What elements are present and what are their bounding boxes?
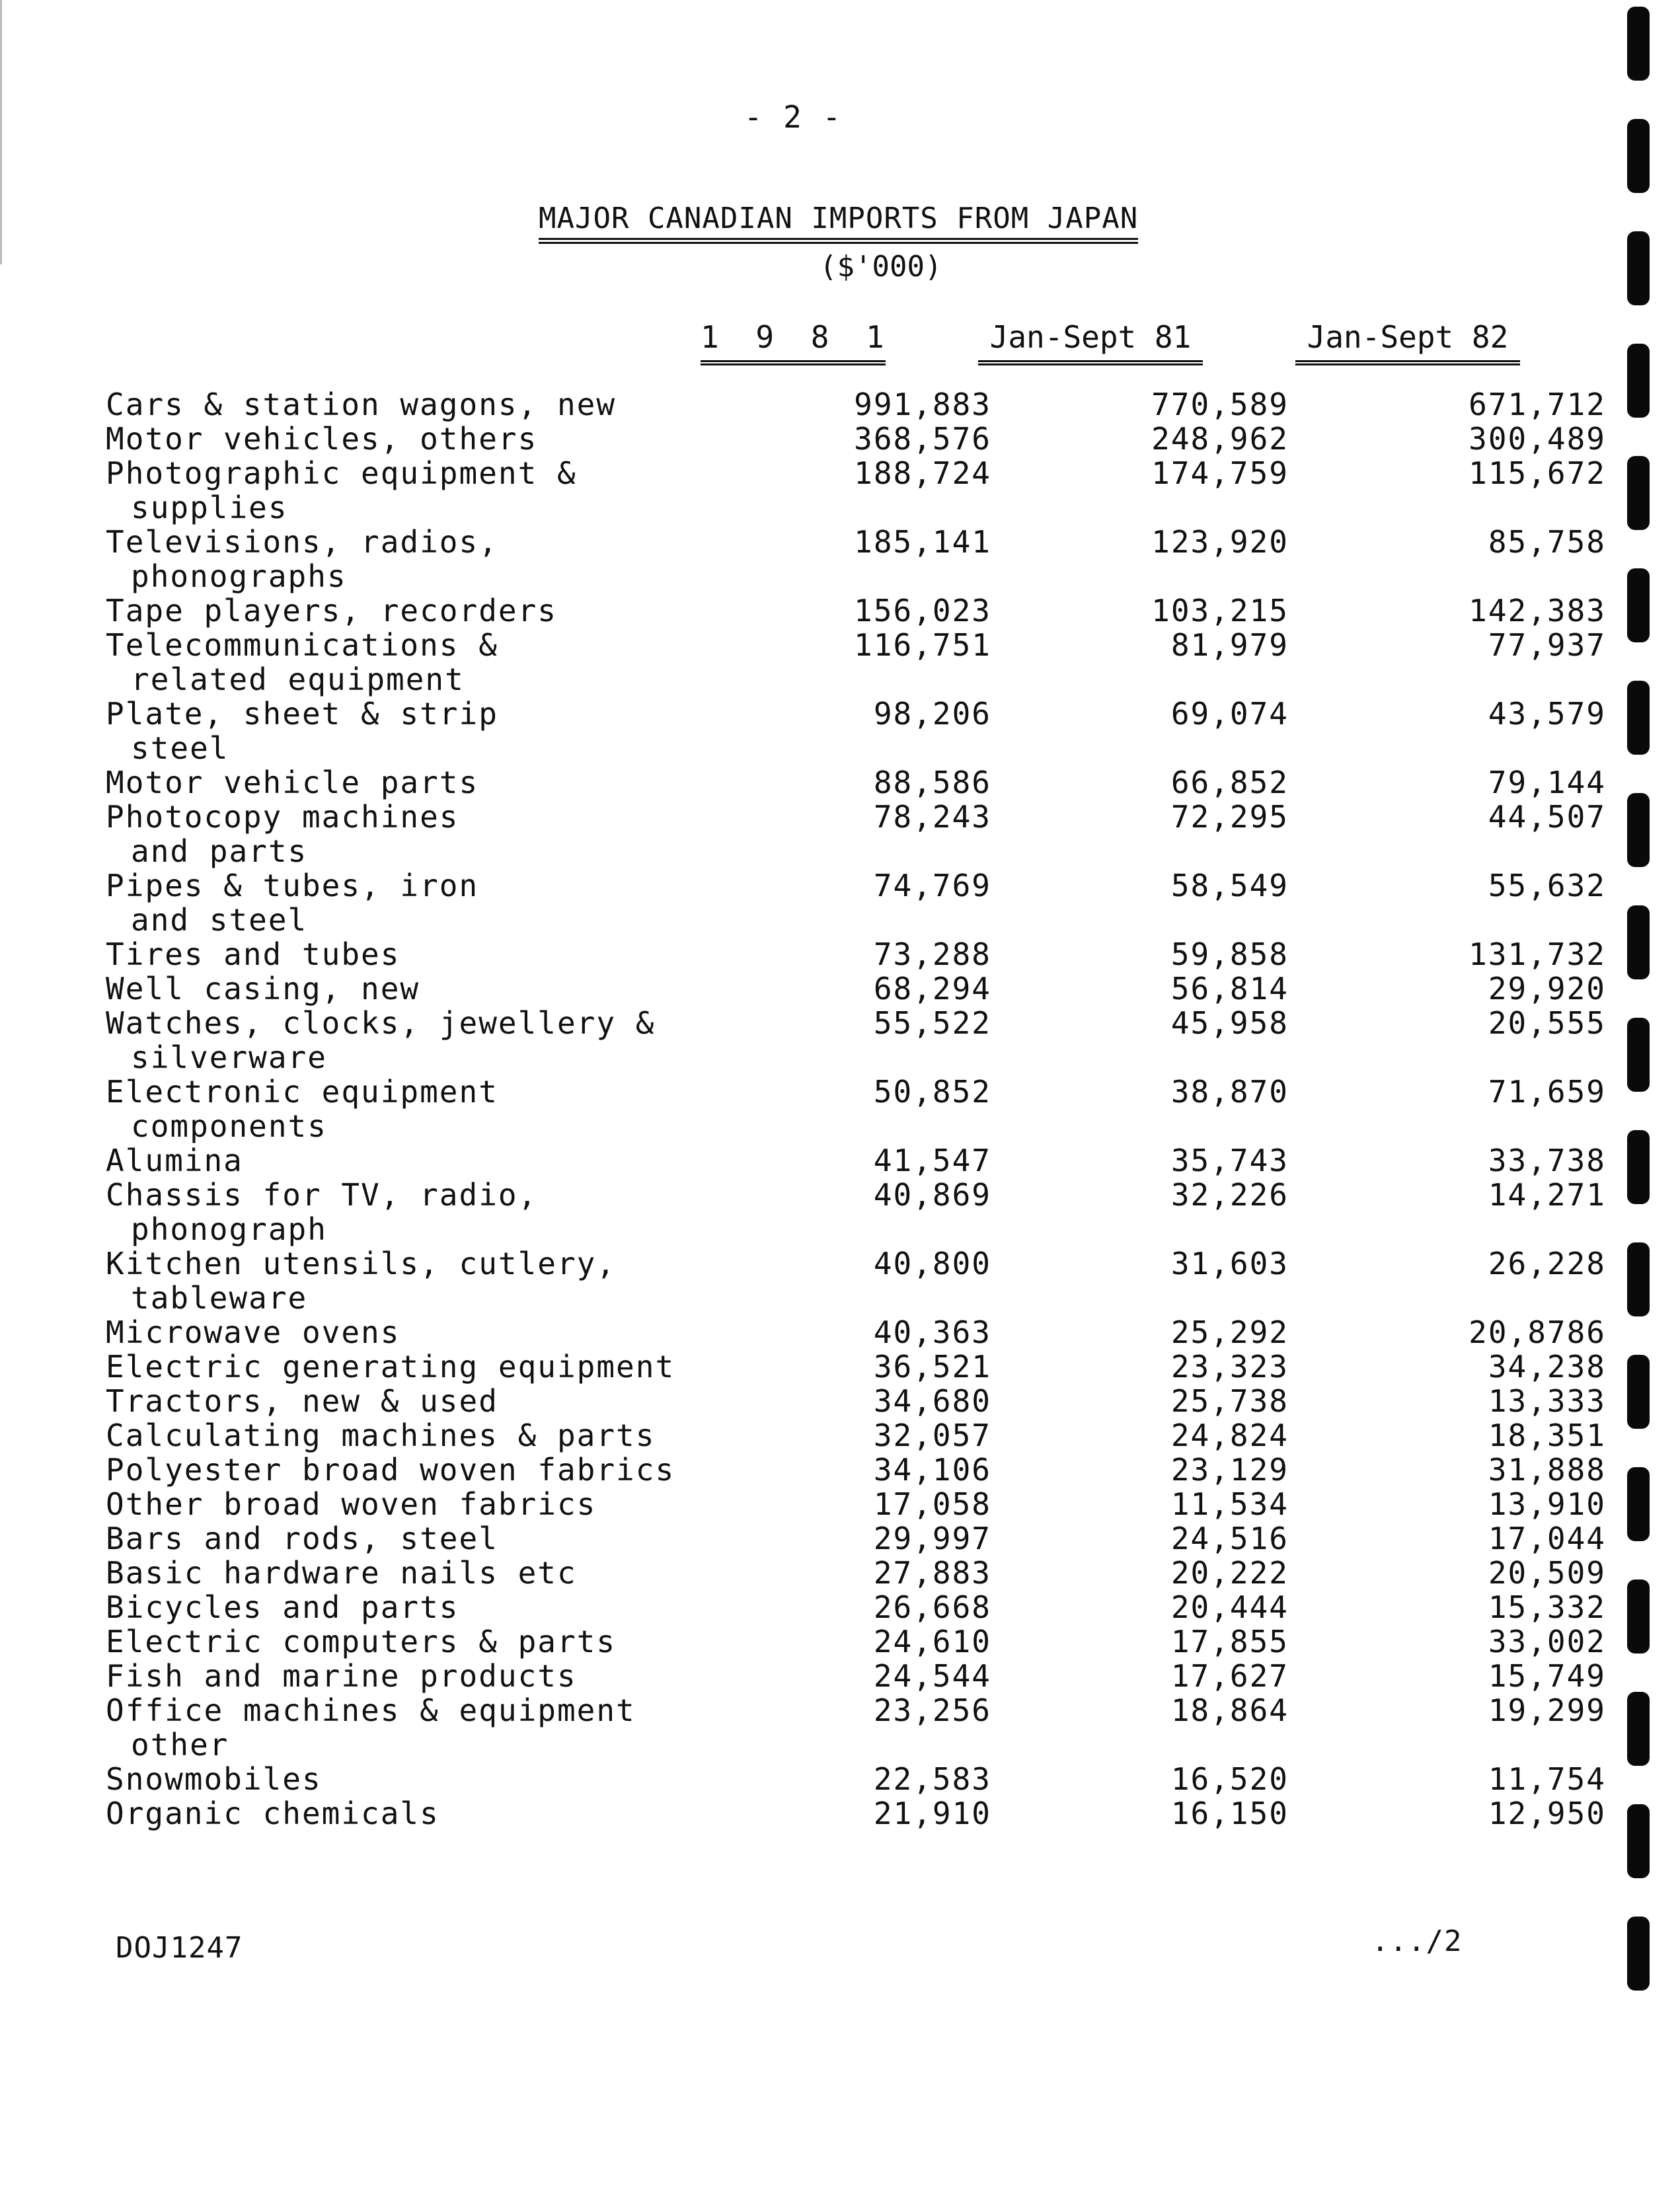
value-jan-sept-82: 300,489 <box>1469 421 1606 457</box>
value-jan-sept-82: 15,332 <box>1488 1589 1606 1625</box>
row-label-line2: supplies <box>131 490 288 525</box>
value-1981: 98,206 <box>873 696 991 732</box>
row-label-line1: Snowmobiles <box>106 1761 322 1797</box>
value-jan-sept-82: 34,238 <box>1488 1349 1606 1385</box>
value-jan-sept-82: 20,8786 <box>1469 1314 1606 1350</box>
value-jan-sept-81: 24,516 <box>1170 1521 1289 1556</box>
value-jan-sept-81: 66,852 <box>1170 765 1289 800</box>
value-1981: 24,544 <box>873 1658 991 1694</box>
value-jan-sept-81: 17,627 <box>1170 1658 1289 1694</box>
table-row <box>106 1349 1606 1385</box>
binding-hole <box>1627 1018 1650 1092</box>
table-row <box>106 799 1606 869</box>
table-row <box>106 1555 1606 1591</box>
binding-hole <box>1627 344 1650 418</box>
row-label <box>106 868 734 937</box>
row-label <box>106 422 734 456</box>
value-1981: 73,288 <box>873 936 991 972</box>
row-label <box>106 765 734 800</box>
table-row <box>106 1761 1606 1797</box>
value-1981: 26,668 <box>873 1589 991 1625</box>
row-label-line1: Other broad woven fabrics <box>106 1486 597 1522</box>
value-jan-sept-81: 16,520 <box>1170 1761 1289 1797</box>
value-jan-sept-82: 77,937 <box>1488 627 1606 663</box>
value-jan-sept-82: 55,632 <box>1488 868 1606 903</box>
row-label <box>106 697 734 765</box>
value-1981: 68,294 <box>873 971 991 1007</box>
row-label <box>106 1659 734 1693</box>
value-1981: 27,883 <box>873 1555 991 1591</box>
value-jan-sept-82: 142,383 <box>1469 593 1606 628</box>
row-label <box>106 1487 734 1521</box>
value-jan-sept-82: 26,228 <box>1488 1246 1606 1281</box>
row-label <box>106 387 734 422</box>
row-label-line1: Electric generating equipment <box>106 1349 675 1385</box>
row-label <box>106 1006 734 1075</box>
row-label-line1: Pipes & tubes, iron <box>106 868 479 903</box>
page-number: - 2 - <box>744 99 843 135</box>
value-jan-sept-81: 174,759 <box>1151 455 1289 491</box>
table-row <box>106 455 1606 525</box>
value-jan-sept-81: 69,074 <box>1170 696 1289 732</box>
value-1981: 41,547 <box>873 1143 991 1178</box>
row-label-line1: Cars & station wagons, new <box>106 387 617 422</box>
value-jan-sept-82: 15,749 <box>1488 1658 1606 1694</box>
row-label-line1: Tires and tubes <box>106 936 401 972</box>
value-jan-sept-81: 32,226 <box>1170 1177 1289 1213</box>
table-row <box>106 593 1606 628</box>
value-jan-sept-82: 44,507 <box>1488 799 1606 835</box>
value-1981: 185,141 <box>854 524 991 560</box>
value-jan-sept-81: 81,979 <box>1170 627 1289 663</box>
value-1981: 74,769 <box>873 868 991 903</box>
value-jan-sept-82: 14,271 <box>1488 1177 1606 1213</box>
row-label-line2: tableware <box>131 1280 308 1316</box>
row-label-line1: Alumina <box>106 1143 243 1178</box>
value-jan-sept-81: 72,295 <box>1170 799 1289 835</box>
value-jan-sept-81: 38,870 <box>1170 1074 1289 1110</box>
value-jan-sept-82: 13,910 <box>1488 1486 1606 1522</box>
column-header-jan-sept-81: Jan-Sept 81 <box>978 319 1203 362</box>
value-jan-sept-81: 16,150 <box>1170 1796 1289 1831</box>
value-jan-sept-82: 71,659 <box>1488 1074 1606 1110</box>
value-1981: 50,852 <box>873 1074 991 1110</box>
row-label <box>106 971 734 1006</box>
value-jan-sept-82: 20,555 <box>1488 1005 1606 1041</box>
binding-hole <box>1627 1355 1650 1429</box>
row-label-line1: Organic chemicals <box>106 1796 439 1831</box>
value-jan-sept-81: 18,864 <box>1170 1693 1289 1728</box>
binding-hole <box>1627 568 1650 642</box>
binding-hole <box>1627 1467 1650 1541</box>
value-jan-sept-82: 85,758 <box>1488 524 1606 560</box>
row-label <box>106 1521 734 1556</box>
table-row <box>106 1452 1606 1488</box>
value-1981: 188,724 <box>854 455 991 491</box>
value-jan-sept-81: 56,814 <box>1170 971 1289 1007</box>
units-label: ($'000) <box>820 250 942 284</box>
row-label <box>106 456 734 525</box>
value-jan-sept-82: 115,672 <box>1469 455 1606 491</box>
table-row <box>106 1796 1606 1831</box>
table-row <box>106 421 1606 457</box>
value-1981: 21,910 <box>873 1796 991 1831</box>
value-1981: 17,058 <box>873 1486 991 1522</box>
row-label-line2: and parts <box>131 833 308 869</box>
column-header-1981: 1 9 8 1 <box>701 319 886 362</box>
row-label <box>106 628 734 697</box>
table-row <box>106 1658 1606 1694</box>
row-label-line1: Watches, clocks, jewellery & <box>106 1005 656 1041</box>
row-label-line1: Calculating machines & parts <box>106 1418 656 1453</box>
binding-hole <box>1627 119 1650 193</box>
row-label-line1: Photocopy machines <box>106 799 459 835</box>
row-label <box>106 937 734 971</box>
value-jan-sept-82: 131,732 <box>1469 936 1606 972</box>
binding-hole <box>1627 1692 1650 1766</box>
row-label-line2: other <box>131 1727 229 1763</box>
row-label <box>106 1075 734 1143</box>
binding-hole <box>1627 1804 1650 1878</box>
table-row <box>106 1693 1606 1763</box>
row-label <box>106 1693 734 1762</box>
value-jan-sept-81: 123,920 <box>1151 524 1289 560</box>
value-1981: 34,680 <box>873 1383 991 1419</box>
value-1981: 36,521 <box>873 1349 991 1385</box>
row-label-line2: related equipment <box>131 662 465 697</box>
row-label-line1: Polyester broad woven fabrics <box>106 1452 675 1488</box>
row-label <box>106 1143 734 1178</box>
value-1981: 156,023 <box>854 593 991 628</box>
row-label <box>106 1418 734 1453</box>
table-row <box>106 1624 1606 1659</box>
value-jan-sept-81: 35,743 <box>1170 1143 1289 1178</box>
row-label-line2: steel <box>131 730 229 766</box>
row-label <box>106 1590 734 1624</box>
value-jan-sept-82: 671,712 <box>1469 387 1606 422</box>
value-jan-sept-82: 33,002 <box>1488 1624 1606 1659</box>
row-label-line2: and steel <box>131 902 308 938</box>
continuation-marker: .../2 <box>1371 1924 1463 1958</box>
row-label <box>106 1796 734 1831</box>
row-label <box>106 1315 734 1350</box>
row-label-line1: Photographic equipment & <box>106 455 577 491</box>
row-label-line1: Motor vehicles, others <box>106 421 538 457</box>
value-1981: 78,243 <box>873 799 991 835</box>
value-jan-sept-81: 23,323 <box>1170 1349 1289 1385</box>
value-jan-sept-82: 43,579 <box>1488 696 1606 732</box>
table-row <box>106 524 1606 594</box>
value-jan-sept-81: 45,958 <box>1170 1005 1289 1041</box>
table-row <box>106 627 1606 697</box>
row-label-line2: silverware <box>131 1040 327 1075</box>
table-row <box>106 1418 1606 1453</box>
row-label-line1: Microwave ovens <box>106 1314 401 1350</box>
table-row <box>106 1314 1606 1350</box>
row-label <box>106 1178 734 1246</box>
row-label <box>106 525 734 593</box>
row-label <box>106 1350 734 1384</box>
value-1981: 88,586 <box>873 765 991 800</box>
row-label-line1: Electronic equipment <box>106 1074 498 1110</box>
row-label-line2: components <box>131 1108 327 1144</box>
value-jan-sept-81: 20,222 <box>1170 1555 1289 1591</box>
row-label-line1: Fish and marine products <box>106 1658 577 1694</box>
binding-hole <box>1627 231 1650 305</box>
table-row <box>106 696 1606 766</box>
row-label <box>106 1762 734 1796</box>
value-1981: 40,869 <box>873 1177 991 1213</box>
row-label-line1: Bicycles and parts <box>106 1589 459 1625</box>
row-label-line1: Plate, sheet & strip <box>106 696 498 732</box>
table-row <box>106 1074 1606 1144</box>
row-label <box>106 800 734 868</box>
row-label-line1: Well casing, new <box>106 971 420 1007</box>
table-row <box>106 765 1606 800</box>
value-jan-sept-82: 19,299 <box>1488 1693 1606 1728</box>
value-jan-sept-82: 18,351 <box>1488 1418 1606 1453</box>
binding-hole <box>1627 1917 1650 1991</box>
table-row <box>106 1589 1606 1625</box>
value-jan-sept-81: 59,858 <box>1170 936 1289 972</box>
binding-hole <box>1627 7 1650 81</box>
value-jan-sept-82: 79,144 <box>1488 765 1606 800</box>
value-jan-sept-82: 11,754 <box>1488 1761 1606 1797</box>
row-label <box>106 1556 734 1590</box>
value-1981: 34,106 <box>873 1452 991 1488</box>
value-jan-sept-81: 248,962 <box>1151 421 1289 457</box>
table-row <box>106 1521 1606 1556</box>
value-jan-sept-81: 770,589 <box>1151 387 1289 422</box>
value-jan-sept-82: 20,509 <box>1488 1555 1606 1591</box>
value-jan-sept-81: 17,855 <box>1170 1624 1289 1659</box>
imports-table <box>106 387 1606 1831</box>
row-label-line1: Office machines & equipment <box>106 1693 636 1728</box>
value-jan-sept-82: 31,888 <box>1488 1452 1606 1488</box>
row-label-line1: Tape players, recorders <box>106 593 557 628</box>
value-jan-sept-82: 12,950 <box>1488 1796 1606 1831</box>
value-1981: 55,522 <box>873 1005 991 1041</box>
value-jan-sept-81: 58,549 <box>1170 868 1289 903</box>
value-1981: 368,576 <box>854 421 991 457</box>
table-row <box>106 971 1606 1007</box>
value-1981: 116,751 <box>854 627 991 663</box>
binding-hole <box>1627 1242 1650 1316</box>
binding-hole <box>1627 1579 1650 1654</box>
value-jan-sept-82: 13,333 <box>1488 1383 1606 1419</box>
value-jan-sept-82: 17,044 <box>1488 1521 1606 1556</box>
table-row <box>106 868 1606 938</box>
row-label-line1: Telecommunications & <box>106 627 498 663</box>
table-row <box>106 387 1606 422</box>
row-label <box>106 1246 734 1315</box>
table-row <box>106 1246 1606 1316</box>
page-title: MAJOR CANADIAN IMPORTS FROM JAPAN <box>539 202 1138 240</box>
row-label-line1: Electric computers & parts <box>106 1624 617 1659</box>
row-label-line1: Kitchen utensils, cutlery, <box>106 1246 617 1281</box>
table-row <box>106 1383 1606 1419</box>
row-label-line1: Chassis for TV, radio, <box>106 1177 538 1213</box>
value-jan-sept-81: 23,129 <box>1170 1452 1289 1488</box>
column-header-jan-sept-82: Jan-Sept 82 <box>1295 319 1520 362</box>
value-1981: 24,610 <box>873 1624 991 1659</box>
table-row <box>106 1177 1606 1247</box>
value-1981: 40,800 <box>873 1246 991 1281</box>
row-label-line1: Tractors, new & used <box>106 1383 498 1419</box>
value-1981: 23,256 <box>873 1693 991 1728</box>
binding-hole <box>1627 905 1650 979</box>
value-jan-sept-81: 20,444 <box>1170 1589 1289 1625</box>
value-jan-sept-81: 25,292 <box>1170 1314 1289 1350</box>
row-label <box>106 1453 734 1487</box>
value-1981: 991,883 <box>854 387 991 422</box>
table-row <box>106 936 1606 972</box>
value-jan-sept-81: 11,534 <box>1170 1486 1289 1522</box>
binding-hole <box>1627 456 1650 530</box>
row-label-line2: phonograph <box>131 1211 327 1247</box>
row-label <box>106 1624 734 1659</box>
value-jan-sept-81: 24,824 <box>1170 1418 1289 1453</box>
value-jan-sept-81: 31,603 <box>1170 1246 1289 1281</box>
value-jan-sept-82: 33,738 <box>1488 1143 1606 1178</box>
value-1981: 22,583 <box>873 1761 991 1797</box>
binding-hole <box>1627 1130 1650 1204</box>
row-label <box>106 1384 734 1418</box>
row-label-line1: Televisions, radios, <box>106 524 498 560</box>
value-1981: 32,057 <box>873 1418 991 1453</box>
table-row <box>106 1143 1606 1178</box>
value-1981: 29,997 <box>873 1521 991 1556</box>
row-label <box>106 593 734 628</box>
table-row <box>106 1005 1606 1075</box>
row-label-line2: phonographs <box>131 558 347 594</box>
value-jan-sept-82: 29,920 <box>1488 971 1606 1007</box>
value-1981: 40,363 <box>873 1314 991 1350</box>
row-label-line1: Bars and rods, steel <box>106 1521 498 1556</box>
value-jan-sept-81: 103,215 <box>1151 593 1289 628</box>
row-label-line1: Motor vehicle parts <box>106 765 479 800</box>
value-jan-sept-81: 25,738 <box>1170 1383 1289 1419</box>
binding-hole <box>1627 681 1650 755</box>
document-code: DOJ1247 <box>116 1931 243 1965</box>
binding-hole <box>1627 793 1650 867</box>
row-label-line1: Basic hardware nails etc <box>106 1555 577 1591</box>
table-row <box>106 1486 1606 1522</box>
